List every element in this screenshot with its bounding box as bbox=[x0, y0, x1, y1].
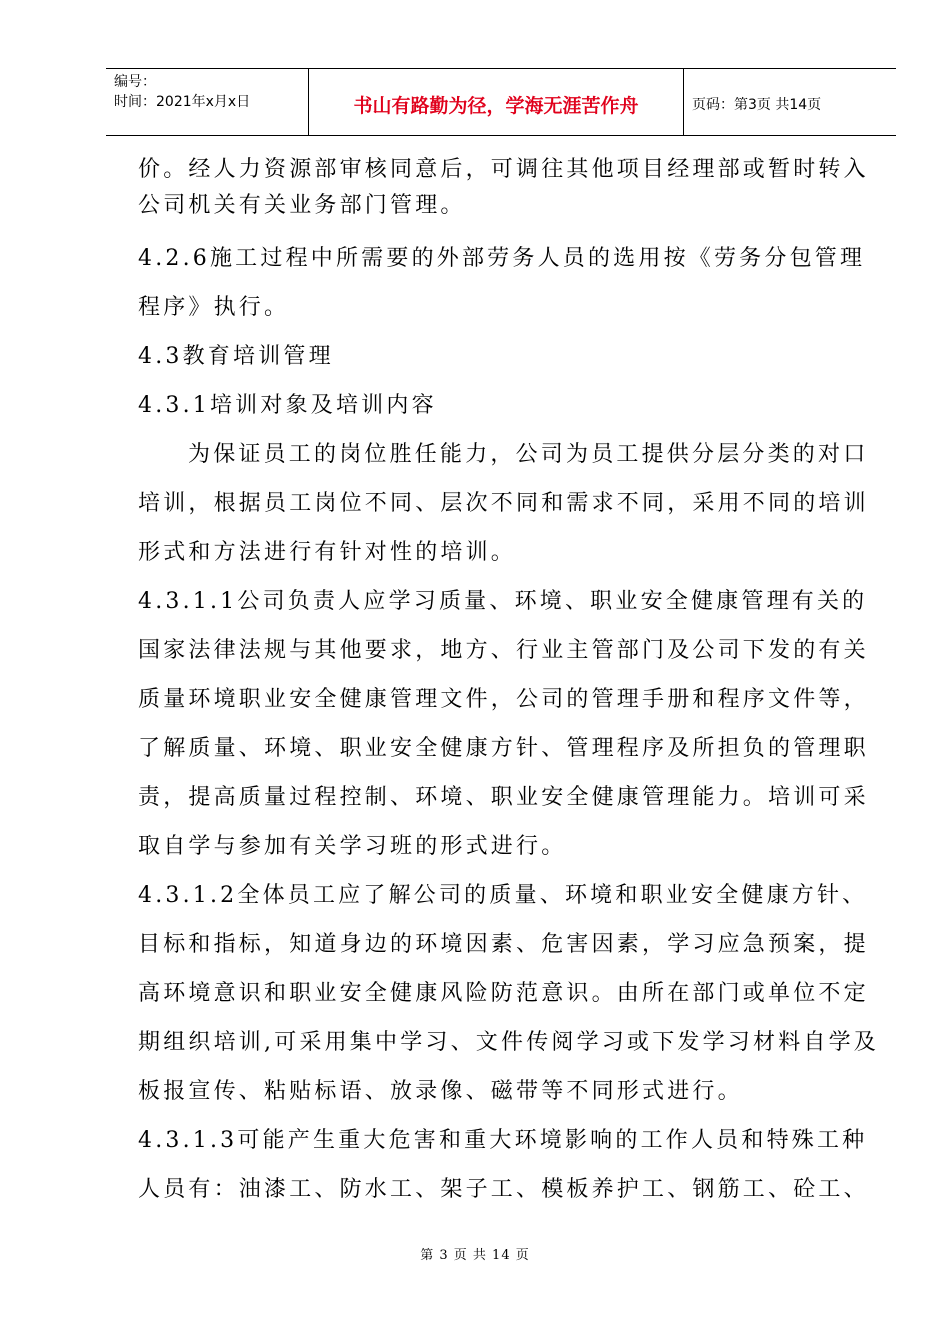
paragraph: 4.2.6施工过程中所需要的外部劳务人员的选用按《劳务分包管理程序》执行。 bbox=[138, 246, 866, 320]
paragraph: 为保证员工的岗位胜任能力，公司为员工提供分层分类的对口培训，根据员工岗位不同、层次不同和需求不同，采用不同的培训形式和方法进行有针对性的培训。 bbox=[138, 442, 869, 565]
paragraph: 价。经人力资源部审核同意后，可调往其他项目经理部或暂时转入公司机关有关业务部门管理。 bbox=[138, 157, 869, 218]
section-heading: 4.3教育培训管理 bbox=[138, 344, 334, 369]
header-meta bbox=[106, 69, 309, 135]
paragraph: 4.3.1.3可能产生重大危害和重大环境影响的工作人员和特殊工种人员有：油漆工、防水工、架子工、模板养护工、钢筋工、砼工、 bbox=[138, 1128, 869, 1202]
document-number-label: 编号： bbox=[114, 74, 156, 90]
header-page-number: 页码：第3页 共14页 bbox=[692, 97, 822, 113]
document-time-label: 时间：2021年x月x日 bbox=[114, 94, 251, 110]
subsection-heading: 4.3.1培训对象及培训内容 bbox=[138, 393, 437, 418]
page-footer: 第 3 页 共 14 页 bbox=[420, 1248, 530, 1263]
paragraph: 4.3.1.1公司负责人应学习质量、环境、职业安全健康管理有关的国家法律法规与其他要求，地方、行业主管部门及公司下发的有关质量环境职业安全健康管理文件，公司的管理手册和程序文件等，了解质量、环境、职业安全健康方针、管理程序及所担负的管理职责，提高质量过程控制、环境、职业安全健康管理能力。培训可采取自学与参加有关学习班的形式进行。 bbox=[138, 589, 869, 859]
header-motto: 书山有路勤为径，学海无涯苦作舟 bbox=[309, 69, 684, 135]
page-header bbox=[106, 68, 896, 136]
document-body bbox=[138, 152, 883, 1214]
paragraph: 4.3.1.2全体员工应了解公司的质量、环境和职业安全健康方针、目标和指标，知道身边的环境因素、危害因素，学习应急预案，提高环境意识和职业安全健康风险防范意识。由所在部门或单位不定期组织培训,可采用集中学习、文件传阅学习或下发学习材料自学及板报宣传、粘贴标语、放录像、磁带等不同形式进行。 bbox=[138, 883, 879, 1104]
